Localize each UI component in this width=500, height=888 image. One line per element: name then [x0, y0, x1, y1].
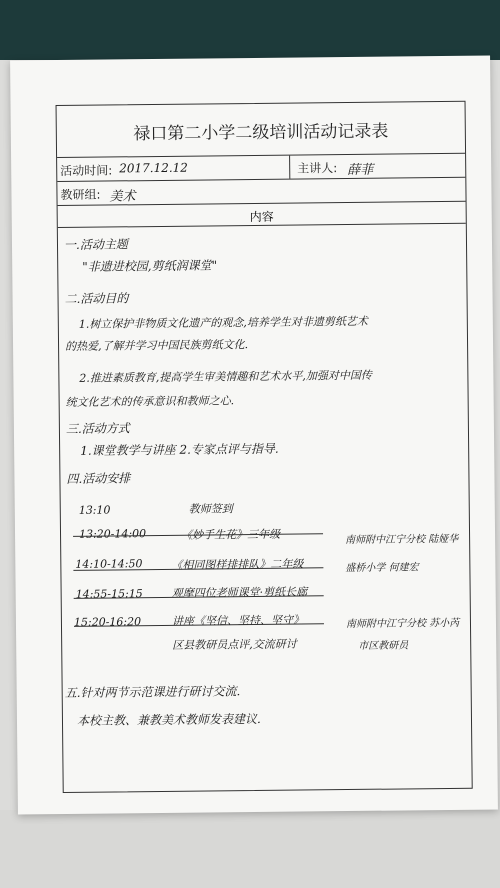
- section-3-text: 1.课堂教学与讲座 2.专家点评与指导.: [80, 441, 279, 458]
- content-label: 内容: [249, 209, 274, 225]
- section-5-text: 本校主教、兼教美术教师发表建议.: [76, 711, 261, 728]
- schedule-note-6: 市区教研员: [358, 640, 409, 652]
- section-2-p2-line2: 统文化艺术的传承意识和教师之心.: [65, 394, 235, 409]
- schedule-activity-1: 教师签到: [188, 502, 233, 516]
- schedule-time-4: 14:55-15:15: [75, 587, 143, 601]
- time-value: 2017.12.12: [119, 160, 188, 176]
- paper-sheet: [10, 56, 498, 815]
- time-label: 活动时间:: [60, 163, 113, 179]
- schedule-time-5: 15:20-16:20: [73, 615, 142, 629]
- form-title: 禄口第二小学二级培训活动记录表: [133, 121, 389, 145]
- content-body: [58, 224, 472, 794]
- schedule-time-1: 13:10: [78, 503, 111, 517]
- schedule-activity-2: 《妙手生花》三年级: [180, 527, 281, 542]
- schedule-activity-4: 观摩四位老师课堂·剪纸长廊: [171, 585, 308, 600]
- section-2-heading: 二.活动目的: [64, 291, 129, 306]
- schedule-note-3: 盛桥小学 何建宏: [345, 562, 419, 575]
- meta-divider: [289, 156, 290, 179]
- schedule-activity-5: 讲座《坚信、坚持、坚守》: [171, 613, 305, 628]
- schedule-time-2: 13:20-14:00: [78, 527, 147, 541]
- group-value: 美术: [109, 189, 136, 205]
- desk-background-bottom: [0, 810, 500, 888]
- schedule-note-5: 南师附中江宁分校 苏小芮: [345, 617, 460, 631]
- schedule-activity-3: 《相同图样排排队》二年级: [171, 557, 304, 572]
- group-label: 教研组:: [60, 187, 101, 203]
- schedule-time-3: 14:10-14:50: [75, 557, 143, 571]
- section-3-heading: 三.活动方式: [65, 421, 130, 436]
- schedule-note-2: 南师附中江宁分校 陆娅华: [345, 533, 459, 547]
- section-1-text: "非遗进校园,剪纸润课堂": [82, 258, 218, 274]
- speaker-label: 主讲人:: [297, 161, 338, 176]
- section-5-heading: 五.针对两节示范课进行研讨交流.: [64, 684, 241, 700]
- speaker-value: 薛菲: [347, 162, 374, 179]
- form-title-row: [57, 102, 466, 158]
- schedule-activity-6: 区县教研员点评,交流研讨: [172, 637, 297, 652]
- desk-background-top: [0, 0, 500, 60]
- section-1-heading: 一.活动主题: [63, 237, 128, 252]
- record-form: [56, 101, 473, 793]
- section-2-p1-line1: 1.树立保护非物质文化遗产的观念,培养学生对非遗剪纸艺术: [78, 314, 368, 331]
- section-4-heading: 四.活动安排: [66, 471, 131, 486]
- section-2-p1-line2: 的热爱,了解并学习中国民族剪纸文化.: [64, 338, 249, 353]
- section-2-p2-line1: 2.推进素质教育,提高学生审美情趣和艺术水平,加强对中国传: [79, 368, 372, 385]
